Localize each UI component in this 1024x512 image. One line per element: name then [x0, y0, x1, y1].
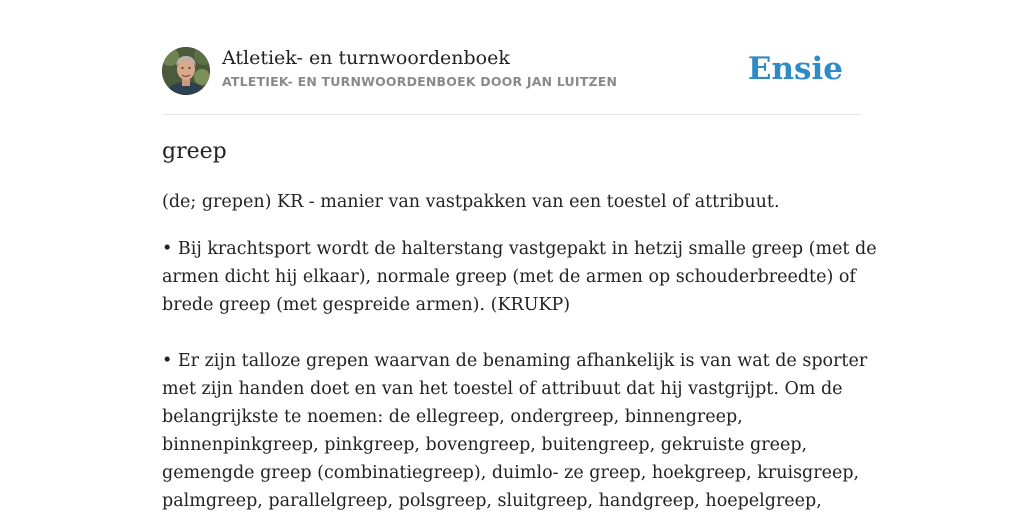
paragraph-line: met zijn handen doet en van het toestel of attribuut dat hij vastgrijpt. Om de [162, 379, 843, 399]
paragraph-line: • Bij krachtsport wordt de halterstang vastgepakt in hetzij smalle greep (met de [162, 239, 877, 259]
entry-paragraph [162, 347, 868, 512]
paragraph-line: brede greep (met gespreide armen). (KRUKP) [162, 295, 571, 315]
paragraph-line: • Er zijn talloze grepen waarvan de benaming afhankelijk is van wat de sporter [162, 351, 868, 371]
paragraph-line: armen dicht hij elkaar), normale greep (met de armen op schouderbreedte) of [162, 267, 856, 287]
ensie-logo-link[interactable]: Ensie [747, 51, 843, 87]
paragraph-line: palmgreep, parallelgreep, polsgreep, sluitgreep, handgreep, hoepelgreep, [162, 491, 822, 511]
author-avatar[interactable] [162, 47, 210, 95]
entry-paragraph [162, 235, 877, 319]
paragraph-line: gemengde greep (combinatiegreep), duimlo- ze greep, hoekgreep, kruisgreep, [162, 463, 860, 483]
paragraph-line: belangrijkste te noemen: de ellegreep, ondergreep, binnengreep, [162, 407, 743, 427]
entry-headword: greep [162, 139, 227, 164]
entry-definition: (de; grepen) KR - manier van vastpakken van een toestel of attribuut. [162, 192, 780, 212]
dictionary-subtitle[interactable]: ATLETIEK- EN TURNWOORDENBOEK DOOR JAN LUITZEN [222, 74, 618, 89]
dictionary-title[interactable]: Atletiek- en turnwoordenboek [222, 47, 510, 69]
entry-content [162, 135, 877, 512]
author-portrait-icon [162, 47, 210, 95]
paragraph-line: binnenpinkgreep, pinkgreep, bovengreep, buitengreep, gekruiste greep, [162, 435, 808, 455]
dictionary-header [162, 46, 862, 115]
